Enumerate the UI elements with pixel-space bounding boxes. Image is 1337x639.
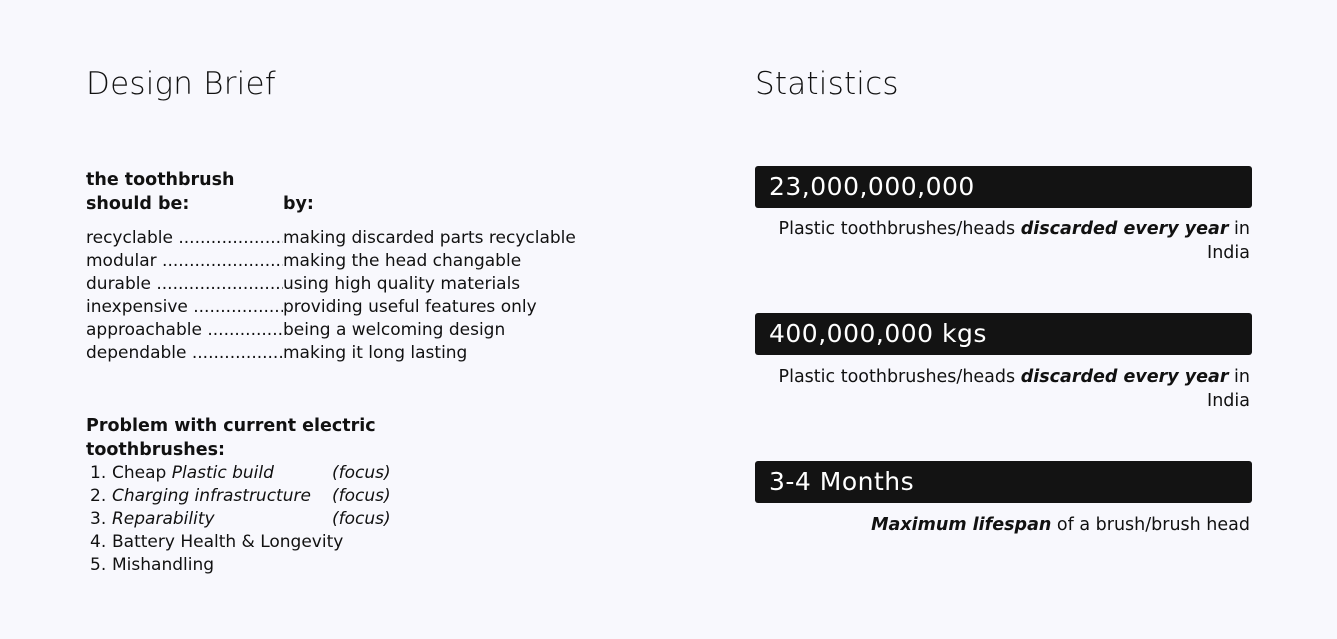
problem-number: 3.	[90, 509, 107, 529]
trait-means: using high quality materials	[283, 274, 521, 294]
trait-word: inexpensive .....	[86, 296, 283, 319]
should-be-heading	[86, 168, 235, 216]
problem-text	[112, 508, 332, 531]
trait-word: durable .....	[86, 273, 283, 296]
problem-item	[90, 462, 391, 485]
traits-table	[86, 227, 576, 365]
trait-means: being a welcoming design	[283, 320, 506, 340]
stat-desc-emphasis: Maximum lifespan	[871, 515, 1052, 535]
stat-desc-emphasis: discarded every year	[1020, 219, 1229, 239]
problem-item	[90, 554, 391, 577]
problem-list	[90, 462, 391, 577]
trait-row	[86, 273, 576, 296]
problem-number: 4.	[90, 532, 107, 552]
statistics-title: Statistics	[755, 66, 899, 102]
problem-item	[90, 531, 391, 554]
problem-text	[112, 485, 332, 508]
design-brief-title: Design Brief	[86, 66, 276, 102]
problem-number: 5.	[90, 555, 107, 575]
problem-italic: Charging infrastructure	[112, 486, 311, 506]
stat-description	[755, 513, 1252, 537]
trait-word: dependable .....	[86, 342, 283, 365]
trait-row	[86, 319, 576, 342]
problem-italic: Reparability	[112, 509, 215, 529]
trait-row	[86, 342, 576, 365]
focus-tag: (focus)	[332, 463, 391, 483]
stat-description	[755, 217, 1252, 265]
focus-tag: (focus)	[332, 509, 391, 529]
stat-desc-pre: Plastic toothbrushes/heads	[778, 219, 1021, 239]
trait-means: making discarded parts recyclable	[283, 228, 576, 248]
stat-value-bar: 3-4 Months	[755, 461, 1252, 503]
stat-desc-pre: Plastic toothbrushes/heads	[778, 367, 1021, 387]
trait-row	[86, 227, 576, 250]
problem-text: Battery Health & Longevity	[112, 532, 344, 552]
should-be-line-1: the toothbrush	[86, 170, 235, 190]
problem-heading: Problem with current electric toothbrushes:	[86, 416, 376, 460]
problem-item	[90, 508, 391, 531]
focus-tag: (focus)	[332, 486, 391, 506]
trait-means: making the head changable	[283, 251, 522, 271]
problem-plain: Cheap	[112, 463, 172, 483]
trait-row	[86, 250, 576, 273]
trait-means: providing useful features only	[283, 297, 537, 317]
trait-means: making it long lasting	[283, 343, 468, 363]
problem-italic: Plastic build	[171, 463, 274, 483]
by-heading: by:	[283, 194, 314, 214]
trait-word: recyclable .....	[86, 227, 283, 250]
trait-word: modular .....	[86, 250, 283, 273]
stat-value-bar: 23,000,000,000	[755, 166, 1252, 208]
should-be-line-2: should be:	[86, 194, 190, 214]
stat-desc-post: in India	[1207, 367, 1250, 411]
stat-desc-post: of a brush/brush head	[1051, 515, 1250, 535]
problem-text	[112, 462, 332, 485]
trait-word: approachable .....	[86, 319, 283, 342]
stat-description	[755, 365, 1252, 413]
problem-text: Mishandling	[112, 555, 215, 575]
stat-value-bar: 400,000,000 kgs	[755, 313, 1252, 355]
stat-desc-post: in India	[1207, 219, 1250, 263]
trait-row	[86, 296, 576, 319]
stat-desc-emphasis: discarded every year	[1020, 367, 1229, 387]
problem-number: 2.	[90, 486, 107, 506]
problem-item	[90, 485, 391, 508]
problem-number: 1.	[90, 463, 107, 483]
